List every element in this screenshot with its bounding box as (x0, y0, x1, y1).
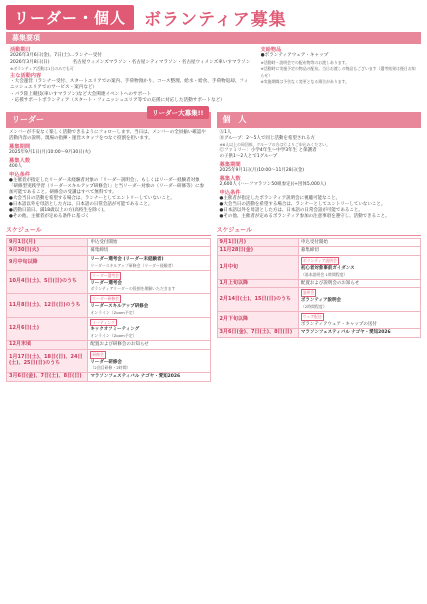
schedule-date: 2月下旬以降 (217, 311, 298, 329)
table-row (7, 373, 211, 382)
leader-column (6, 108, 211, 382)
leader-schedule-table (6, 238, 211, 382)
schedule-sub: リーダースキルアップ研修会（リーダー経験者） (90, 263, 176, 269)
overview-left (10, 47, 253, 105)
leader-period: 2025年9月1日(月)10:00〜9月30日(火) (9, 149, 91, 155)
schedule-text (298, 311, 420, 329)
schedule-text (88, 238, 210, 247)
two-column-area (6, 108, 421, 382)
schedule-text (298, 247, 420, 256)
schedule-tag: ボランティア説明会 (302, 258, 337, 264)
table-row (217, 238, 421, 247)
schedule-date: 9月30日(火) (7, 247, 88, 256)
schedule-sub: （2時間程度） (300, 304, 327, 310)
schedule-sub: （基本説明会 1時間程度） (300, 271, 348, 277)
schedule-main: 募集締切 (300, 248, 319, 254)
schedule-main: 募集締切 (90, 248, 109, 254)
schedule-main: リーダー研修会 (90, 359, 122, 365)
table-row (7, 270, 211, 293)
schedule-date: 11月28日(金) (217, 247, 298, 256)
individual-schedule-table (217, 238, 422, 339)
dates-label: 活動期日 (10, 47, 31, 53)
content-line: ・応援サポートボランティア（スタート・フィニッシュエリア等での応援に対応した活動サポートなど） (10, 98, 225, 104)
supply-note: ※活動時に実施予定の物品の配布。当日お渡しの物品もございます（選考結果は後日お知らせ） (260, 66, 416, 78)
individual-header (217, 112, 422, 128)
title-main: ボランティア募集 (144, 9, 287, 30)
table-row (7, 238, 211, 247)
schedule-date: 2月14日(土)、15日(日)のうち (217, 288, 298, 311)
schedule-text (88, 247, 210, 256)
individual-condition: ●その他、主催者が定めるボランティア参加の注意事項を遵守し、活動できること。 (219, 213, 390, 219)
schedule-date: 12月6日(土) (7, 317, 88, 340)
schedule-date: 1月中旬 (217, 256, 298, 279)
schedule-date: 10月4日(土)、5日(日)のうち (7, 270, 88, 293)
individual-period-label: 募集期間 (219, 161, 241, 168)
schedule-date: 3月6日(金)、7日(土)、8日(日) (217, 329, 298, 338)
individual-desc: ※6人以上の同団体、グループの方はⒸよりご申込みください。 (219, 141, 330, 147)
schedule-sub: （2回目研修・2時間） (90, 365, 131, 371)
schedule-tag: リーダー選考会 (92, 272, 119, 278)
schedule-main: リーダー選考会 (90, 280, 122, 286)
schedule-main: 配置および説明会のお知らせ (300, 280, 360, 286)
schedule-main: リーダー選考会 (リーダー未経験者) (90, 257, 164, 263)
schedule-main: 初心者対象事前ガイダンス (300, 266, 355, 272)
schedule-main: 配置および研修会のお知らせ (90, 342, 149, 348)
schedule-date: 9月中旬以降 (7, 256, 88, 271)
schedule-main: マラソンフェスティバル ナゴヤ・愛知2026 (300, 330, 391, 336)
schedule-sub: オンライン（Zoom予定） (90, 333, 137, 339)
title-category: リーダー・個人 (6, 5, 134, 30)
individual-desc: Ⓑグループ：2〜5人で同じ活動を希望される方 (219, 135, 315, 141)
schedule-sub: オンライン（Zoom予定） (90, 309, 137, 315)
leader-count-label: 募集人数 (9, 157, 31, 164)
schedule-text (88, 349, 210, 372)
schedule-date: 11月8日(土)、12日(日)のうち (7, 294, 88, 317)
individual-body (217, 128, 422, 222)
individual-apply-label: 申込条件 (219, 189, 241, 196)
individual-condition: ●大会当日の活動を希望する場合は、ランナーとしてエントリーしていないこと。 (219, 201, 386, 207)
supply-note: ※実施期間は予告なく変更となる場合があります。 (260, 79, 350, 85)
leader-period-label: 募集期間 (9, 143, 31, 150)
content-line: ・パラ陸上競技(車いすマラソン)など大会関連イベントへのサポート (10, 91, 152, 97)
table-row (217, 247, 421, 256)
leader-header-title: リーダー (12, 114, 44, 124)
schedule-text (298, 279, 420, 288)
schedule-text (298, 238, 420, 247)
leader-condition: ●大会当日の活動を希望する場合は、ランナーとしてエントリーしていないこと。 (9, 195, 175, 201)
individual-count-label: 募集人数 (219, 175, 241, 182)
table-row (217, 279, 421, 288)
leader-count: 400人 (9, 163, 23, 169)
schedule-tag: 説明会 (302, 290, 315, 296)
schedule-date: 9月1日(月) (7, 238, 88, 247)
schedule-text (298, 329, 420, 338)
schedule-text (298, 256, 420, 279)
table-row (217, 288, 421, 311)
schedule-main: マラソンフェスティバル ナゴヤ・愛知2026 (90, 374, 181, 380)
individual-desc: の子供1〜2人とで1グループ (219, 153, 278, 159)
schedule-tag: ミーティング (92, 319, 115, 325)
table-row (217, 329, 421, 338)
leader-condition: ●活動日前日、満18歳以上の方(高校生を除く)。 (9, 207, 108, 213)
individual-desc: Ⓐ1人 (219, 129, 232, 135)
schedule-tag: 研修会 (92, 351, 104, 357)
schedule-date: 1月17日(土)、18日(日)、24日(土)、25日(日)のうち (7, 349, 88, 372)
overview-section (6, 44, 421, 108)
individual-condition: ●日本語以外を母語とした方は、日本語の日常会話が可能であること。 (219, 207, 363, 213)
leader-schedule-header: スケジュール (6, 225, 211, 236)
leader-recruit-badge: リーダー大募集!! (147, 106, 208, 119)
schedule-date: 12月末頃 (7, 341, 88, 350)
leader-header (6, 108, 211, 128)
individual-schedule-header: スケジュール (217, 225, 422, 236)
table-row (7, 341, 211, 350)
table-row (7, 349, 211, 372)
leader-condition: ●その他、主催者が定める条件に基づく (9, 213, 90, 219)
schedule-date: 3月6日(金)、7日(土)、8日(日) (7, 373, 88, 382)
schedule-text (88, 256, 210, 271)
schedule-text (88, 317, 210, 340)
table-row (217, 256, 421, 279)
leader-condition: ●主催者が指定したリーダー未経験者対象の「リーダー説明会」、もしくはリーダー経験者対象「研修型実践学習（リーダースキルアップ研修会）」と当リーダー対象の（リーダー研修等）に参加可能であること。研修会の受講はすべて無料です。 (9, 177, 205, 195)
individual-header-title: 個 人 (222, 114, 247, 124)
schedule-text (88, 373, 210, 382)
supply-line: ●ボランティアウェア・キャップ (260, 53, 329, 59)
schedule-main: キックオフミーティング (90, 327, 140, 333)
schedule-date: 9月1日(月) (217, 238, 298, 247)
schedule-tag: リーダー研修会 (92, 296, 119, 302)
schedule-text (88, 341, 210, 350)
table-row (7, 317, 211, 340)
schedule-text (88, 294, 210, 317)
date-note: ※ボランティア活動は1日のみでも可 (10, 66, 74, 72)
individual-count: 2,600人 (ハーフマラソン50組参定)(+団体5,000人) (219, 181, 326, 187)
schedule-main: ボランティアウェア・キャップの送付 (300, 321, 377, 327)
schedule-date: 1月上旬以降 (217, 279, 298, 288)
supply-label: 支給物品 (260, 47, 282, 53)
individual-column (217, 112, 422, 382)
date-line: 2026年3月6日(金)、7日(土)…ランナー受付 (10, 53, 102, 59)
schedule-sub: ボランティアリーダーの役割を理解いただきます (90, 286, 176, 292)
leader-intro: メンバーが不安なく楽しく活動できるようにフォローします。当日は、メンバーの全員揃い確認や活動内容の説明、現場の指揮・運営スタッフをつなぐ役割を担います。 (9, 129, 206, 141)
schedule-main: 申込受付開始 (300, 239, 328, 245)
leader-body (6, 128, 211, 222)
content-label: 主な活動内容 (10, 72, 42, 79)
table-row (7, 294, 211, 317)
title-bar (6, 4, 421, 30)
content-line: ・大会運営（ランナー受付、スタートエリアでの案内、手荷物預かり、コース整理、給水・給食、手荷物返却、フィニッシュエリアでのサービス・案内など） (10, 79, 249, 91)
supply-note: ※活動時・説明会での配布物等のお渡しあります。 (260, 59, 350, 65)
leader-apply-label: 申込条件 (9, 171, 31, 178)
table-row (7, 256, 211, 271)
table-row (217, 311, 421, 329)
schedule-main: 申込受付開始 (90, 239, 118, 245)
overview-header: 募集要項 (6, 32, 421, 44)
leader-condition: ●日本語以外を母語とした方は、日本語の日常会話が可能であること。 (9, 201, 153, 207)
table-row (7, 247, 211, 256)
schedule-text (298, 288, 420, 311)
date-line: 2026年3月8日(日) 名古屋ウィメンズマラソン・名古屋シティマラソン・名古屋ウィメンズ車いすマラソン (10, 59, 251, 65)
schedule-main: ボランティア説明会 (300, 298, 342, 304)
individual-condition: ●主催者が指定したボランティア説明会に視聴可能なこと。 (219, 195, 341, 201)
schedule-tag: ウェア配送 (302, 313, 322, 319)
schedule-main: リーダースキルアップ研修会 (90, 304, 149, 310)
schedule-text (88, 270, 210, 293)
individual-period: 2025年9月1日(月)10:00〜11月28日(金) (219, 167, 305, 173)
individual-desc: Ⓒファミリー：小学4年生〜中学3年生 と保護者 (219, 147, 317, 153)
overview-right (261, 47, 417, 105)
